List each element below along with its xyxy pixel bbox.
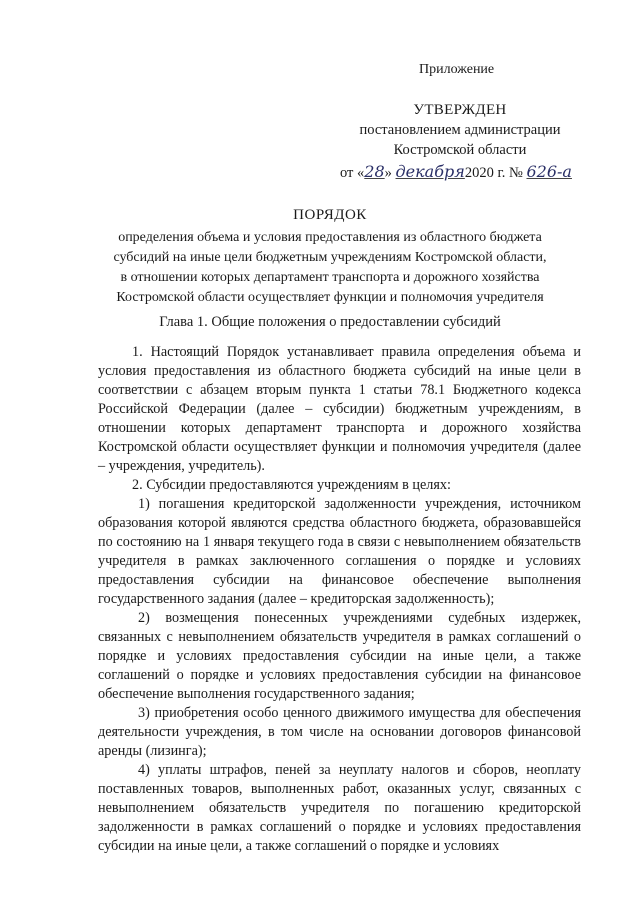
date-prefix: от « xyxy=(340,165,365,181)
paragraph-2-item-2: 2) возмещения понесенных учреждениями судебных издержек, связанных с невыполнением обязательств учредителя в рамках соглашений о порядке и условиях предоставления субсидии на иные цели, а также соглашений о порядке и условиях предоставления субсидии на финансовое обеспечение выполнения государственного задания; xyxy=(98,610,581,702)
document-body xyxy=(98,343,581,856)
approved-by-line2: Костромской области xyxy=(393,142,527,158)
paragraph-2-item-4: 4) уплаты штрафов, пеней за неуплату налогов и сборов, неоплату поставленных товаров, выполненных работ, оказанных услуг, связанных с невыполнением обязательств учредителя по погашению кредиторской задолженности в рамках соглашений о порядке и условиях предоставления субсидии на иные цели, а также соглашений о порядке и условиях xyxy=(98,762,581,854)
paragraph-1: 1. Настоящий Порядок устанавливает правила определения объема и условия предоставления из областного бюджета субсидий на иные цели в соответствии с абзацем вторым пункта 1 статьи 78.1 Бюджетного кодекса Российской Федерации (далее – субсидии) бюджетным учреждениям, в отношении которых департамент транспорта и дорожного хозяйства Костромской области осуществляет функции и полномочия учредителя (далее – учреждения, учредитель). xyxy=(98,344,581,474)
approved-heading: УТВЕРЖДЕН xyxy=(413,102,507,118)
chapter-heading: Глава 1. Общие положения о предоставлении субсидий xyxy=(159,314,501,330)
approved-by-line1: постановлением администрации xyxy=(359,122,561,138)
title-line2: субсидий на иные цели бюджетным учреждениям Костромской области, xyxy=(113,250,547,265)
appendix-label: Приложение xyxy=(419,62,495,77)
decree-number: 626-а xyxy=(526,162,572,181)
title-line1: определения объема и условия предоставления из областного бюджета xyxy=(118,230,542,245)
paragraph-2-item-1: 1) погашения кредиторской задолженности учреждения, источником образования которой являются средства областного бюджета, образовавшейся по состоянию на 1 января текущего года в связи с невыполнением обязательств учредителя в рамках заключенного соглашения о порядке и условиях предоставления субсидии на финансовое обеспечение выполнения государственного задания (далее – кредиторская задолженность); xyxy=(98,496,581,607)
approval-block xyxy=(340,100,580,183)
paragraph-2-item-3: 3) приобретения особо ценного движимого имущества для обеспечения деятельности учреждения, в том числе на основании договоров финансовой аренды (лизинга); xyxy=(98,705,581,759)
date-year: 2020 г. № xyxy=(464,165,523,181)
paragraph-2: 2. Субсидии предоставляются учреждениям в целях: xyxy=(132,477,451,493)
document-title xyxy=(60,205,600,308)
decree-line xyxy=(340,162,580,183)
title-line4: Костромской области осуществляет функции и полномочия учредителя xyxy=(116,290,544,305)
title-line3: в отношении которых департамент транспорта и дорожного хозяйства xyxy=(120,270,540,285)
date-month: декабря xyxy=(395,162,465,181)
date-day: 28 xyxy=(364,162,385,181)
title-main: ПОРЯДОК xyxy=(293,207,367,223)
date-mid: » xyxy=(384,165,392,181)
